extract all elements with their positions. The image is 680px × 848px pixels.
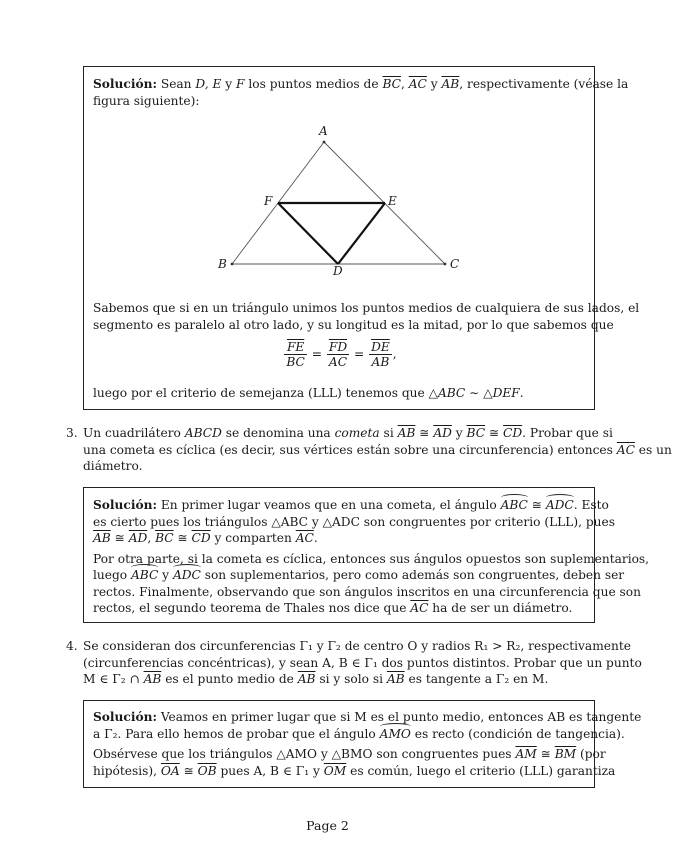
problem-number: 4. [66, 639, 78, 653]
label-c: C [450, 257, 460, 271]
label-f: F [264, 194, 273, 208]
box3-content: Solución: Veamos en primer lugar que si M es el punto medio, entonces AB es tangente a Γ₂. Para ello hemos de probar que el ángulo AMO es recto (condición de tangencia). Obsérvese que los triángulos △AMO y △BMO son congruentes pues $\overline{AM}$ ≅ $\overline{BM}$ (por hipótesis), $\overline{OA}$ ≅ $\overline{OB}$ pues A, B ∈ Γ₁ y $\overline{OM}$ es común, luego el criterio (LLL) garantiza [93, 710, 642, 778]
problem-4: 4. Se consideran dos circunferencias Γ₁ y Γ₂ de centro O y radios R₁ > R₂, respectivamente (circunferencias concéntricas), y sean A, B ∈ Γ₁ dos puntos distintos. Probar que un punto M ∈ Γ₂ ∩ $\overline{AB}$ es el punto medio de $\overline{AB}$ si y solo si $\overline{AB}$ es tangente a Γ₂ en M. [66, 639, 642, 686]
problem-number: 3. [66, 426, 78, 440]
box1-conclusion: luego por el criterio de semejanza (LLL) tenemos que △ABC ∼ △DEF. [93, 386, 524, 400]
box2-content: Solución: En primer lugar veamos que en una cometa, el ángulo ABC ≅ ADC. Esto es cierto pues los triángulos △ABC y △ADC son congruentes por criterio (LLL), pues $\overline{AB}$ ≅ $\overline{AD}$, $\overline{BC}$ ≅ $\overline{CD}$ y comparten $\overline{AC}$. Por otra parte, si la cometa es cíclica, entonces sus ángulos opuestos son suplementarios, luego ABC y ADC son suplementarios, pero como además son congruentes, deben ser rectos. Finalmente, observando que son ángulos inscritos en una circunferencia que son rectos, el segundo teorema de Thales nos dice que $\overline{AC}$ ha de ser un diámetro. [93, 498, 650, 615]
solution-heading: Solución: [93, 498, 157, 512]
solution-heading: Solución: [93, 710, 157, 724]
box1-paragraph: Sabemos que si en un triángulo unimos los puntos medios de cualquiera de sus lados, el segmento es paralelo al otro lado, y su longitud es la mitad, por lo que sabemos que [93, 301, 640, 332]
label-e: E [388, 194, 397, 208]
solution-heading: Solución: [93, 77, 157, 91]
label-a: A [319, 124, 328, 138]
label-d: D [333, 264, 343, 278]
page-number: Page 2 [306, 818, 349, 833]
ratio-equation: $\frac{\overline{FE}}{BC}$ = $\frac{\overline{FD}}{AC}$ = $\frac{\overline{DE}}{AB}$ , [286, 340, 397, 369]
label-b: B [218, 257, 227, 271]
problem-3: 3. Un cuadrilátero ABCD se denomina una cometa si $\overline{AB}$ ≅ $\overline{AD}$ y $\overline{BC}$ ≅ $\overline{CD}$. Probar que si una cometa es cíclica (es decir, sus vértices están sobre una circunferencia) entonces $\overline{AC}$ es un diámetro. [66, 426, 672, 473]
box1-intro: Solución: Sean D, E y F los puntos medios de $\overline{BC}$, $\overline{AC}$ y $\overline{AB}$, respectivamente (véase la figura siguiente): [93, 77, 629, 108]
